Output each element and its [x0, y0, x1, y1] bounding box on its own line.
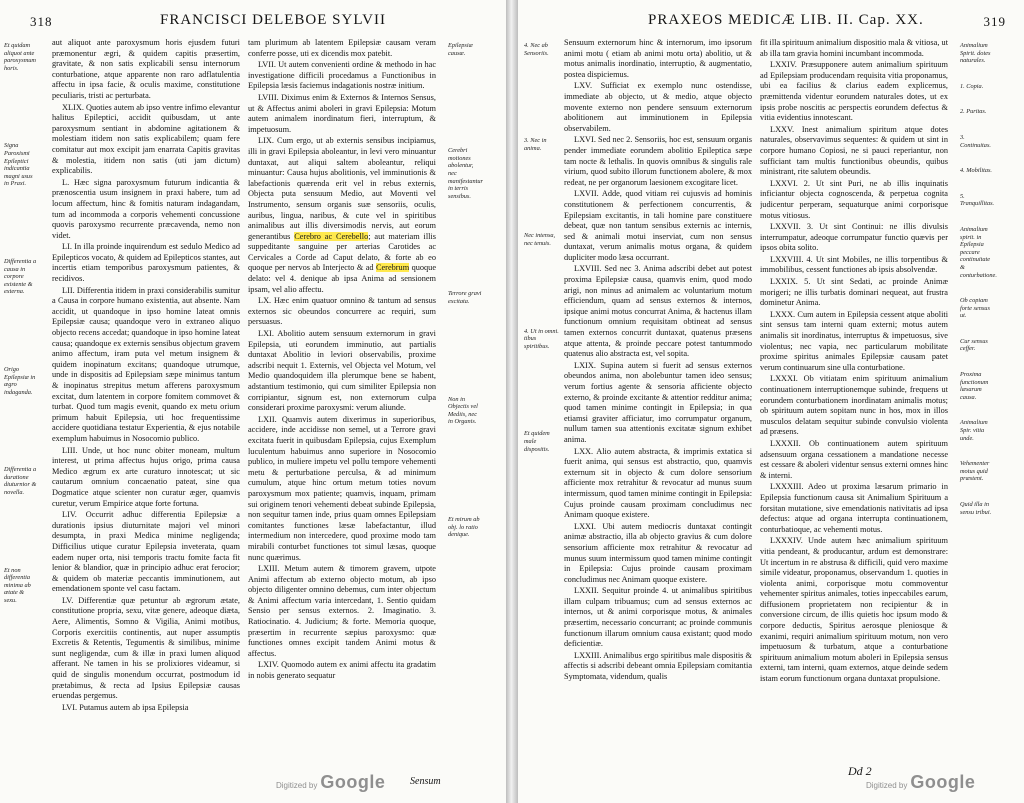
- paragraph: LV. Differentiæ quæ petuntur ab ægrorum ætate, constitutione propria, sexu, vitæ genere, adeoque diæta, Aere, Alimentis, Somno & Vigilia, Animi motibus, Corporis exercitiis continentis, aut nuper assumptis Excretis & Retentis, Tegumentis & similibus, minime sunt negligendæ, cum & illæ in praxi lumen aliquod afferant. Ne tamen in his se prolixiores videamur, si quid de singulis monendum occurrat, postmodum id prætabimus, & recta ad Ipsius Epilepsiæ causas eruendas pergemus.: [52, 595, 240, 701]
- margin-note: Differentia a duratione diuturnior & novella.: [4, 466, 37, 497]
- left-running-title: FRANCISCI DELEBOE SYLVII: [160, 12, 386, 28]
- margin-note: Animalium Spirit. dotes naturales.: [960, 42, 991, 65]
- paragraph: LXXII. Sequitur proinde 4. ut animalibus spiritibus illam culpam tribuamus; cum ad sensus externos ac internos, ut & animi corporisque motus, & animales præsertim, necessario concurrant; ac proinde communis functionum illarum omnium causa existant; quod modo deficientiæ.: [564, 586, 752, 649]
- paragraph: LXXXIII. Adeo ut proxima læsarum primario in Epilepsia functionum causa sit Animalium Spirituum a forsitan mutatione, sive emendationis nativitatis ad ipsa defectus: atque ad organa interrupta continuationem, conturbatioque, ac vehementi motus.: [760, 482, 948, 534]
- right-running-title: PRAXEOS MEDICÆ LIB. II. Cap. XX.: [648, 12, 924, 28]
- right-text-columns: [564, 38, 948, 763]
- margin-note: Cur sensus ceffer.: [960, 337, 988, 353]
- paragraph: LXIX. Supina autem si fuerit ad sensus externos obeundos anima, non abolebuntur tamen ideo sensus; verum fortius agente & sensoria afficiente objecto externo, & proinde excitante & attentior redditur anima; quod tamen minime contingit in Epilepsia; in qua etiamsi graviter afficiatur, imo corrumpatur organum, nullum tamen sua attentionis excitatæ signum exhibet anima.: [564, 360, 752, 444]
- margin-note: 2. Puritas.: [960, 108, 987, 116]
- google-logo: Google: [320, 772, 386, 792]
- margin-note: Proxima functionum læsarum causa.: [960, 371, 989, 401]
- paragraph: LVIII. Diximus enim & Externos & Internos Sensus, ut & Affectus animi aboleri in gravi Epilepsia: Motum autem animalem inordinatum fieri, interruptum, & impetuosum.: [248, 92, 436, 134]
- left-page-outer-margin-notes: [4, 42, 38, 762]
- paragraph: XLIX. Quoties autem ab ipso ventre infimo elevantur halitus Epileptici, accidit quibusdam, ut ante paroxysmum sentiant in abdomine agitationem & molestiam itidem non satis explicabilem; quam fere comitatur aut mox excipit jam enarrata Capitis gravitas & molestia, itidem non satis (uti jam dictum) explicabilis.: [52, 102, 240, 176]
- highlighted-text: Cerebro ac Cerebello: [294, 231, 369, 241]
- right-footer: [518, 764, 1024, 799]
- left-catchword: Sensum: [410, 776, 441, 787]
- margin-note: Signa Paroxismi Epileptici indicantia magni usus in Praxi.: [4, 142, 33, 188]
- left-column-1: [52, 38, 240, 763]
- margin-note: Cerebri motiones abolentur, nec manifestantur in terris sensibus.: [448, 147, 483, 200]
- paragraph: LXXIX. 5. Ut sint Sedati, ac proinde Animæ morigeri; ne illis turbatis dominari nequeat, aut frustra dominetur Anima.: [760, 277, 948, 308]
- margin-note: 4. Nec ab Sensoriis.: [524, 42, 549, 57]
- paragraph: LXXV. Inest animalium spiritum atque dotes naturales, observavimus sequentes: & quidem ut sint in corpore humano Copiosi, ne si pauci reperiantur, non sufficiant tam multis functionibus obeundis, quibus ministrant, rite salutem obeundis.: [760, 124, 948, 177]
- paragraph: aut aliquot ante paroxysmum horis ejusdem futuri præmonentur ægri, & quidem capitis præsertim, gravitate, & non satis explicabili sensu internorum conturbatione, atque apparente non raro adflatulentia affectu in ipsa facie, & oculis maxime, constitutione peculiaris, tristi ac perturbata.: [52, 38, 240, 100]
- margin-note: Differentia a causa in corpore existente & externa.: [4, 257, 37, 296]
- margin-note: Terrore gravi excitata.: [448, 290, 482, 305]
- right-running-head: [518, 12, 1024, 34]
- margin-note: Origo Epilepsiæ in ægro indaganda.: [4, 365, 36, 396]
- margin-note: 3. Nec in anima.: [524, 137, 547, 152]
- margin-note: Quid illa in sensu tribui.: [960, 501, 992, 516]
- right-folio: 319: [983, 14, 1006, 29]
- margin-note: Non in Objectis vel Mediis, nec in Organis.: [448, 395, 478, 426]
- paragraph: LXX. Alio autem abstracta, & imprimis extatica si fuerit anima, qui sensus est abstractio, quo, quamvis externum sit in objecto & cum dolore sensorium afficiente mox retrahitur & revocatur ad munus suum intermissum, quod tamen minime contingit in Epilepsia: Cujus proinde causam proximam concludimus nec Animam quoque existere.: [564, 446, 752, 520]
- paragraph: LXXVIII. 4. Ut sint Mobiles, ne illis torpentibus & immobilibus, cessent functiones ab ipsis absolvendæ.: [760, 254, 948, 275]
- margin-note: Animalium spirit. in Epilepsia peccare continuitate & conturbatione.: [960, 225, 997, 279]
- margin-note: Nec intensa, nec tenuis.: [524, 232, 556, 247]
- paragraph: LXVIII. Sed nec 3. Anima adscribi debet aut potest proxima Epilepsiæ causa, quamvis enim, quod modo arigi, non minus ad animalem ac voluntarium motum efficiendum, quam ad sensus externos & internos, ipsique animi motus concurrat Anima, & hactenus illam functionum omnium requisitam obtineat ad sensus tamen externos concurrit duntaxat, quatenus præsens atque attenta, & proinde peccare potest tantummodo quatenus alio abstracta est, vel sopita.: [564, 264, 752, 359]
- paragraph: L. Hæc signa paroxysmum futurum indicantia & prænoscentia usum insignem in praxi habere, tum ad locum affectum, hinc & fomitis naturam indagandam, tum ad incommoda a corporis vehementi concussione quovis paroxysmo recurrente præcavenda, nemo non videt.: [52, 177, 240, 240]
- paragraph: LVII. Ut autem convenienti ordine & methodo in hac investigatione difficili procedamus a Functionibus in Epilepsia læsis faciemus indagationis nostræ initium.: [248, 60, 436, 91]
- margin-note: Et non differentia minima ab ætate & sexu.: [4, 566, 31, 605]
- signature-mark: Dd 2: [848, 764, 872, 778]
- paragraph: LXVI. Sed nec 2. Sensoriis, hoc est, sensuum organis pender immediate eorundem abolitio Epileptica sæpe tam nocte & lethalis. In quovis omnibus & singulis rale virium, quod subito illorum functionem abolere, & mox redeat, ne per organorum laesionem excogitare licet.: [564, 135, 752, 187]
- paragraph: LI. In illa proinde inquirendum est sedulo Medico ad Epilepticos vocato, & quidem ad Epilepticos stantes, aut incertis etiam temporibus paroxysmum patientes, & recidivos.: [52, 242, 240, 284]
- paragraph: LXXXIV. Unde autem hæc animalium spirituum vitia pendeant, & producantur, ardum est demonstrare: Ut incertum in re abstrusa & difficili, quid vero maxime simile videatur, proponamus, observandum 1. quoties in violenta animi, corporisque motu commoventur vehementer spiritus animales, toties inpeccabiles earum, diffusionem proprietatem non recipientur & in conversione circum, de illis quietis hoc ipsum modo & corpore deductis, Spiritus aerosque pleniosque & exanimi, requiri animalium spirituum motum, non vero impetuosum & turbatum, atque a conturbatione spirituum animalium motum aboleri in Epilepsia sensus externi, tam interni, quam externos, atque deinde sedem istam eorum functionum organa duntaxat propulsione.: [760, 536, 948, 684]
- paragraph: LXXXI. Ob vitiatam enim spirituum animalium continuationem interruptionemque subinde, frequens ut eorundem conturbationem inordinatam animalis motus; ob spirituum autem sopitam nunc in hos, mox in illos musculos delatam sequitur subinde convulsio violenta ad præsens.: [760, 374, 948, 437]
- paragraph: LXXIII. Animalibus ergo spiritibus male dispositis & affectis si adscribi debeant omnia Epilepsiam comitantia Symptomata, videndum, qualis: [564, 650, 752, 682]
- paragraph: LVI. Putamus autem ab ipsa Epilepsia: [62, 702, 189, 712]
- paragraph: LXXVI. 2. Ut sint Puri, ne ab illis inquinatis inficiantur objecta cognoscenda, & perpetua cognita judicentur perperam, sequaturque animi corporisque motus vitiosus.: [760, 178, 948, 220]
- left-folio: 318: [30, 14, 53, 29]
- google-watermark-right: Digitized by Google: [866, 772, 976, 792]
- paragraph: LXV. Sufficiat ex exemplo nunc ostendisse, immediate ab objecto, ut & medio, atque objecto movente externo non pendere sensuum externorum abolitionem aut imminutionem in Epilepsia observabilem.: [564, 81, 752, 133]
- paragraph: tam plurimum ab latentem Epilepsiæ causam veram conferre posse, uti ex dicendis mox patebit.: [248, 38, 436, 58]
- paragraph: Sensuum externorum hinc & internorum, imo ipsorum animi motu ( etiam ab animi motu orta) abolitio, ut & motus animalis inordinatio, interruptio, & augmentatio, postea dispiciemus.: [564, 38, 752, 79]
- margin-note: Et mirum ab obj. lo ratio denique.: [448, 515, 480, 539]
- margin-note: Ob copiam forte sensus ut.: [960, 297, 990, 320]
- google-logo: Google: [910, 772, 976, 792]
- paragraph: LXXIV. Præsupponere autem animalium spirituum ad Epilepsiam producendam requisita vitia proponamus, ubi ea facilius & clarius eadem explicemus, præmittenda videntur eorundem naturales dotes, ut ex ipsis probe noscitis ac perspectis eorundem defectus & vitia evidentius innotescant.: [760, 60, 948, 123]
- margin-note: Animalium Spir. vitia unde.: [960, 419, 988, 442]
- left-column-2: [248, 38, 436, 763]
- right-column-2: [760, 38, 948, 763]
- right-page-outer-margin-notes: [960, 42, 997, 762]
- paragraph: LXIII. Metum autem & timorem gravem, utpote Animi affectum ab externo objecto motum, ab ipso objecto diligenter omnino debemus, cum inter objectum & Animi affectum varia intercedant, 1. Sentio quidam Sensio per sensus externos. 2. Imaginatio. 3. Ratiocinatio. 4. Judicium; & forte. Memoria quoque, præsertim in recurrente sæpius paroxysmo: quæ functiones omnes excipit tandem Animi motus & affectus.: [248, 564, 436, 658]
- margin-note: Epilepsiæ causæ.: [448, 42, 473, 57]
- left-running-head: [0, 12, 506, 34]
- paragraph: LXI. Abolitio autem sensuum externorum in gravi Epilepsia, uti eorundem imminutio, aut partialis duntaxat Abolitio in leviori observabilis, proxime adscribi nequit 1. Externis, vel Objecta vel Motum, vel Medio quandoquidem illa plerumque bene se habent, adstantium testimonio, qui cum similiter Epilepsia non corripiantur, signum est, non externorum culpa considerari proxime paroxysmi: verum aliunde.: [248, 329, 436, 413]
- paragraph: LII. Differentia itidem in praxi considerabilis sumitur a Causa in corpore humano existentia, aut absente. Nam accidit, ut quandoque in ipso homine lateat omnis Epilepsiæ causa; quandoque vero in extraneo aliquo objecto recens accedat; quandoque in ipso homine lateat causa; quandoque ex externis sensibus objectum gravem animo affectum, iram puta vel metum insignem & quidem inopinatum excitans; quandoque utrumque, unde in dispositis ad Epilepsiam sæpe minimus tantum & inopinatus strepitus metum afferens paroxysmum excitat, dum latentem in corpore fomitem commovet & turbat. Quod tum magis evenit, quando ex metu orium primum habuit Epilepsia, uti hoc frequentissime accidere quotidiana testatur Experientia, & ejus notabile exemplum habuimus in Nosocomio publico.: [52, 285, 240, 443]
- margin-note: Vehementer motus quid præstent.: [960, 460, 990, 483]
- highlighted-text: Cerebrum: [375, 263, 410, 273]
- right-column-1: [564, 38, 752, 763]
- margin-note: 1. Copia.: [960, 82, 984, 90]
- margin-note: 4. Mobilitas.: [960, 167, 993, 175]
- paragraph: LXXI. Ubi autem mediocris duntaxat contingit animæ abstractio, illa ab objecto gravius & cum dolore sensorium afficiente mox retrahitur & revocatur ad munus suum intermissum quod tamen minime contingit in Epilepsia: Cujus proinde causam proximam concludimus nec Animam quoque existere.: [564, 521, 752, 584]
- left-page: [0, 0, 506, 803]
- paragraph: LIV. Occurrit adhuc differentia Epilepsiæ a durationis ipsius diuturnitate majori vel minori desumpta, in praxi Medica minime negligenda; Difficilius utique curatur Epilepsia inveterata, quam eadem nuper orta, nisi temporis tractu fomite facta fit lenior & blandior, quæ in principio adhuc erat ferocior; & quidem ob materiæ peccantis imminutionem, aut emendationem sponte vel casu factam.: [52, 510, 240, 594]
- margin-note: 5. Tranquillitas.: [960, 192, 995, 208]
- left-page-inner-margin-notes: [448, 42, 482, 762]
- paragraph: LXII. Quamvis autem dixerimus in superioribus, accidere, inde accidisse non semel, ut a Terrore gravi excitata fuerit in quibusdam Epilepsia, cujus Exemplum luculentum habuimus anno superiore in Nosocomio publico, in muliere impetu vel pollu tempore vehementi metu & perturbatione perculsa, & ad minimum cumulum, atque hinc ortum metum toties novum paroxysmum mox patiente; quamvis, inquam, primam sui originem tenori vehementi debeat subinde Epilepsia, non sequitur tamen inde, prius quam omnes Epilepsiam comitantes functiones læsæ labefactantur, illud intermedium non intercedere, quod proxime modo tam mirabili conturbet functiones tot simul læsas, quoque nunc quærimus.: [248, 414, 436, 562]
- paragraph: LIII. Unde, ut hoc nunc obiter moneam, multum interest, ut prima affectus hujus origo, prima causa Medico ægrum ex arte curaturo innotescat; ut sic cautarum omnium concaenatio pateat, sine qua Dogmatice atque scienter non curatur æger, quamvis curetur, verum Empirice atque forte fortuna.: [52, 445, 240, 508]
- paragraph: LXVII. Adde, quod vitiam rei cujusvis ad hominis constitutionem & perfectionem concurrentis, & Epilepsiam excitantis, in tali homine pare constituere debeat, quæ non tantum sensibus externis ac internis, sed & animali motui inserviat, cum non sensus duntaxat, verum animalis motus organa, & quidem dupliciter modo læsa occurrant.: [564, 189, 752, 262]
- paragraph: LXIV. Quomodo autem ex animi affectu ita gradatim in nobis generato sequatur: [248, 660, 436, 681]
- right-page: [518, 0, 1024, 803]
- left-text-columns: [52, 38, 436, 763]
- margin-note: 3. Continuitas.: [960, 133, 991, 149]
- paragraph: LX. Hæc enim quatuor omnino & tantum ad sensus externos sic obeundos concurrere ac requiri, sum persuasus.: [248, 296, 436, 327]
- book-gutter: [506, 0, 518, 803]
- paragraph: LXXXII. Ob continuationem autem spirituum adsensuum organa cessationem a mandatione necesse est cessare & aboleri videntur sensus externi omnes hinc & interni.: [760, 438, 948, 480]
- margin-note: Et quidam aliquot ante paroxysmum horis.: [4, 42, 36, 72]
- margin-note: 4. Ut in omni. tibus spiritibus.: [524, 327, 559, 350]
- margin-note: Et quidem male dispositis.: [524, 430, 550, 453]
- paragraph: LXXVII. 3. Ut sint Continui: ne illis divulsis interrumpatur, adeoque corrumpatur functio quævis per ipsos obita solito.: [760, 222, 948, 253]
- paragraph: fit illa spirituum animalium dispositio mala & vitiosa, ut ab illa tam gravia homini incumbant incommoda.: [760, 38, 948, 58]
- right-page-inner-margin-notes: [524, 42, 560, 762]
- google-watermark-left: Digitized by Google: [276, 772, 386, 792]
- paragraph: LIX. Cum ergo, ut ab externis sensibus incipiamus, illi in gravi Epilepsia aboleantur, in levi vero minuantur duntaxat, aut aliqui saltem aboleantur, reliqui minuantur: Causa hujus abolitionis, vel imminutionis & labefactionis quærenda erit vel in rebus externis, Objecta puta sensuum Medio, aut Moventi vel Instrumento, sensum organis suæ sensoriis, oculis, auribus, lingua, naribus, & cute vel in spiritibus animalibus aut illis diversimodis nervis, aut eorum generantibus Cerebro ac Cerebello; aut materiam illis suppeditante sanguine per arterias Carotides ac Cervicales a Corde ad Caput delato, & forte ab eo quoque per nervos ab Interjecto & ad Cerebrum quoque delato: vel 4. denique ab ipsa Anima ad sensionem ipsam, vel alio affectu.: [248, 136, 436, 294]
- paragraph: LXXX. Cum autem in Epilepsia cessent atque aboliti sint sensus tam interni quam externi; motus autem animalis sit inordinatus, interruptus & impetuosus, sive violentus; nec vapia, nec particularum mobilitate proxime spiritus animales Epilepsiæ causam patet verum continuarum sine ulla conturbatione.: [760, 309, 948, 372]
- left-footer: [0, 772, 506, 799]
